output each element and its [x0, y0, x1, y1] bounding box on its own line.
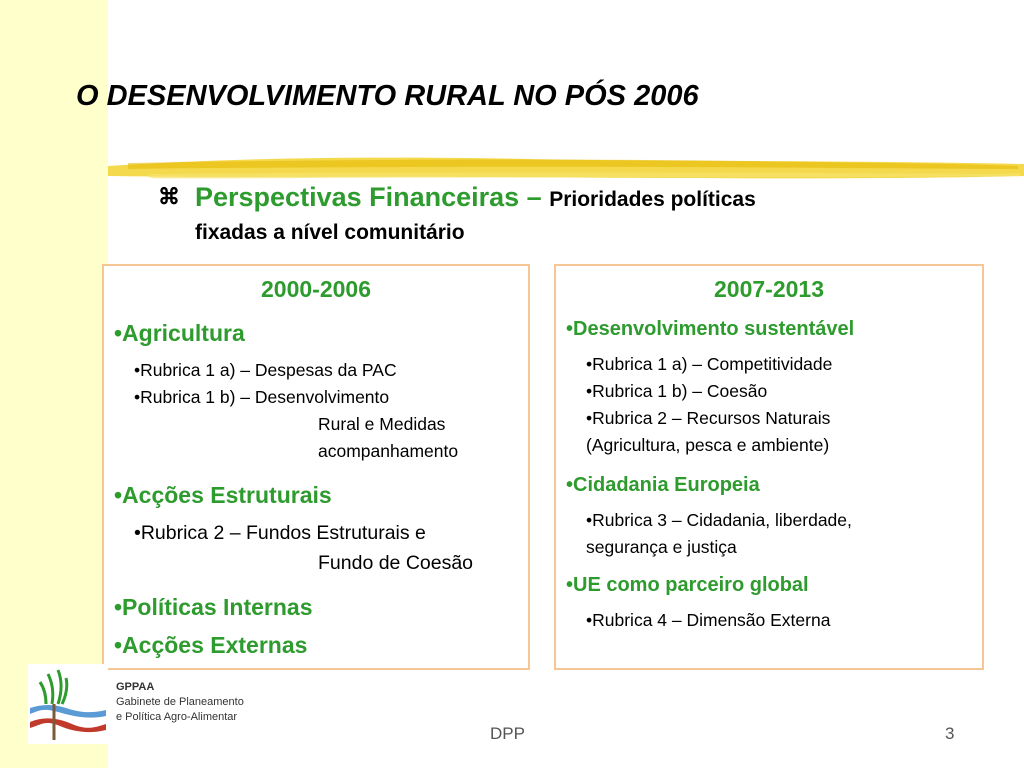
org-block — [116, 680, 244, 725]
list-item: •Rubrica 1 b) – Desenvolvimento — [134, 387, 390, 407]
category-politicas-internas: •Políticas Internas — [114, 594, 313, 620]
list-item: •Rubrica 2 – Recursos Naturais — [586, 408, 831, 428]
list-item: •Rubrica 4 – Dimensão Externa — [586, 610, 831, 630]
subtitle-line2: fixadas a nível comunitário — [195, 221, 465, 244]
list-item-cont: acompanhamento — [318, 441, 459, 461]
panel-heading: 2000-2006 — [261, 276, 371, 302]
left-band — [0, 0, 108, 768]
slide-title: O DESENVOLVIMENTO RURAL NO PÓS 2006 — [76, 80, 699, 112]
bullet-command-icon: ⌘ — [158, 184, 180, 209]
panel-2000-2006 — [102, 264, 530, 670]
list-item: •Rubrica 2 – Fundos Estruturais e — [134, 522, 426, 544]
list-item: •Rubrica 1 a) – Competitividade — [586, 354, 833, 374]
org-line1: Gabinete de Planeamento — [116, 696, 244, 708]
subtitle-rest: Prioridades políticas — [549, 188, 756, 211]
panel-2007-2013 — [554, 264, 984, 670]
org-name: GPPAA — [116, 681, 155, 693]
gppaa-logo-icon — [28, 664, 108, 744]
list-item-cont: Rural e Medidas — [318, 414, 446, 434]
list-item-cont: Fundo de Coesão — [318, 552, 474, 574]
org-line2: e Política Agro-Alimentar — [116, 711, 238, 723]
subtitle-line1 — [195, 182, 756, 213]
list-item: •Rubrica 3 – Cidadania, liberdade, — [586, 510, 852, 530]
category-desenvolvimento: •Desenvolvimento sustentável — [566, 318, 855, 340]
list-item-cont: (Agricultura, pesca e ambiente) — [586, 435, 830, 455]
category-accoes-estruturais: •Acções Estruturais — [114, 482, 332, 508]
category-cidadania: •Cidadania Europeia — [566, 474, 760, 496]
list-item: •Rubrica 1 a) – Despesas da PAC — [134, 360, 397, 380]
subtitle-main: Perspectivas Financeiras – — [195, 182, 550, 212]
category-accoes-externas: •Acções Externas — [114, 632, 308, 658]
list-item: •Rubrica 1 b) – Coesão — [586, 381, 768, 401]
category-ue-parceiro: •UE como parceiro global — [566, 574, 809, 596]
page-number: 3 — [945, 724, 955, 743]
list-item-cont: segurança e justiça — [586, 537, 737, 557]
footer-center-label: DPP — [490, 724, 525, 743]
panel-heading: 2007-2013 — [714, 276, 824, 302]
category-agricultura: •Agricultura — [114, 320, 245, 346]
